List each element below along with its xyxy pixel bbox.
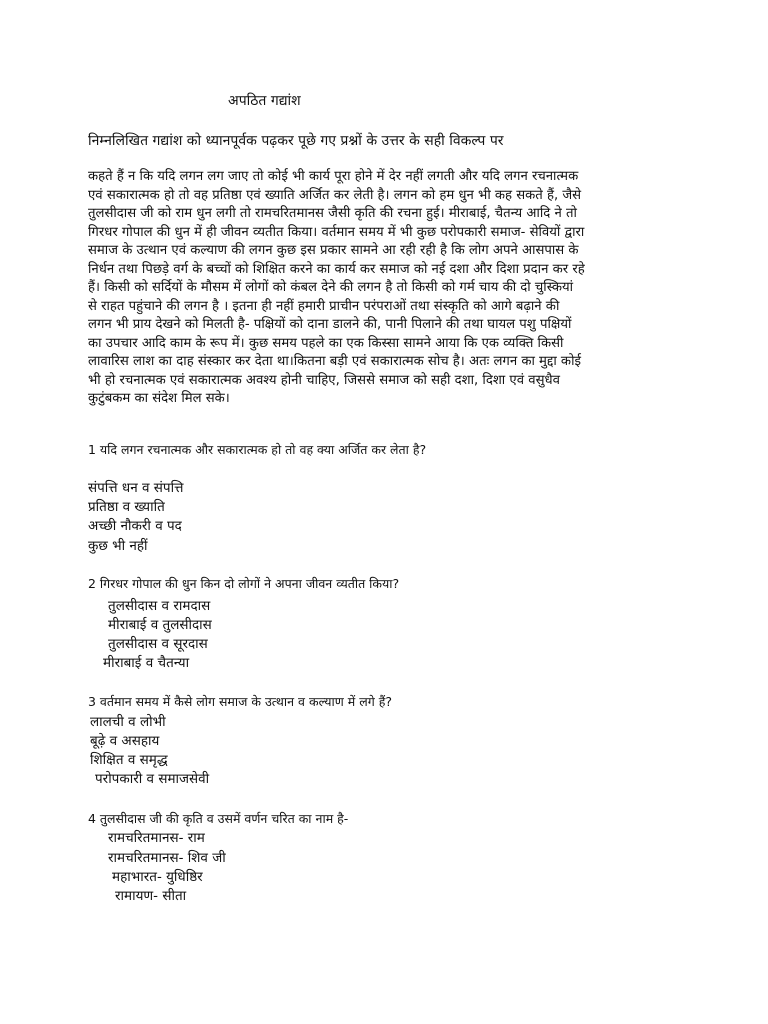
passage-line: लावारिस लाश का दाह संस्कार कर देता था।कितना बड़ी एवं सकारात्मक सोच है। अतः लगन का मुद्दा कोई: [88, 354, 581, 369]
passage-line: कुटुंबकम का संदेश मिल सके।: [88, 391, 230, 406]
passage: [88, 168, 682, 409]
question-4-option-4[interactable]: रामायण- सीता: [115, 888, 187, 904]
question-3-option-1[interactable]: लालची व लोभी: [90, 714, 166, 730]
passage-line: से राहत पहुंचाने की लगन है । इतना ही नहीं हमारी प्राचीन परंपराओं तथा संस्कृति को आगे बढ़ाने की: [88, 298, 560, 314]
passage-line: लगन भी प्राय देखने को मिलती है- पक्षियों को दाना डालने की, पानी पिलाने की तथा घायल पशु पक्षियों: [88, 317, 572, 332]
question-1-option-2[interactable]: प्रतिष्ठा व ख्याति: [88, 499, 165, 515]
question-3-option-2[interactable]: बूढ़े व असहाय: [90, 733, 160, 749]
passage-line: गिरधर गोपाल की धुन में ही जीवन व्यतीत किया। वर्तमान समय में भी कुछ परोपकारी समाज- सेवियों द्वारा: [88, 224, 585, 240]
passage-line: का उपचार आदि काम के रूप में। कुछ समय पहले का एक किस्सा सामने आया कि एक व्यक्ति किसी: [88, 335, 564, 351]
passage-line: निर्धन तथा पिछड़े वर्ग के बच्चों को शिक्षित करने का कार्य कर समाज को नई दशा और दिशा प्रदान कर रहे: [88, 261, 585, 277]
instruction-text: निम्नलिखित गद्यांश को ध्यानपूर्वक पढ़कर पूछे गए प्रश्नों के उत्तर के सही विकल्प पर: [88, 133, 504, 149]
question-4-option-1[interactable]: रामचरितमानस- राम: [108, 830, 205, 846]
passage-line: कहते हैं न कि यदि लगन लग जाए तो कोई भी कार्य पूरा होने में देर नहीं लगती और यदि लगन रचनात्मक: [88, 169, 579, 184]
passage-line: भी हो रचनात्मक एवं सकारात्मक अवश्य होनी चाहिए, जिससे समाज को सही दशा, दिशा एवं वसुधैव: [88, 372, 560, 388]
question-4-option-2[interactable]: रामचरितमानस- शिव जी: [108, 850, 226, 866]
page-title: अपठित गद्यांश: [228, 93, 301, 109]
question-3-option-3[interactable]: शिक्षित व समृद्ध: [90, 752, 168, 768]
question-4: 4 तुलसीदास जी की कृति व उसमें वर्णन चरित का नाम है-: [88, 811, 349, 826]
passage-line: एवं सकारात्मक हो तो वह प्रतिष्ठा एवं ख्याति अर्जित कर लेती है। लगन को हम धुन भी कह सकते हैं, जैसे: [88, 187, 582, 203]
question-3: 3 वर्तमान समय में कैसे लोग समाज के उत्थान व कल्याण में लगे हैं?: [88, 694, 392, 709]
passage-line: समाज के उत्थान एवं कल्याण की लगन कुछ इस प्रकार सामने आ रही रही है कि लोग अपने आसपास के: [88, 243, 579, 258]
question-1: 1 यदि लगन रचनात्मक और सकारात्मक हो तो वह क्या अर्जित कर लेता है?: [88, 442, 427, 457]
question-2: 2 गिरधर गोपाल की धुन किन दो लोगों ने अपना जीवन व्यतीत किया?: [88, 576, 400, 591]
question-1-option-4[interactable]: कुछ भी नहीं: [88, 538, 148, 554]
question-1-option-3[interactable]: अच्छी नौकरी व पद: [88, 518, 182, 534]
question-4-option-3[interactable]: महाभारत- युधिष्ठिर: [112, 869, 203, 885]
passage-line: तुलसीदास जी को राम धुन लगी तो रामचरितमानस जैसी कृति की रचना हुई। मीराबाई, चैतन्य आदि ने तो: [88, 206, 577, 221]
passage-line: हैं। किसी को सर्दियों के मौसम में लोगों को कंबल देने की लगन है तो किसी को गर्म चाय की दो चुस्कियां: [88, 280, 574, 295]
question-2-option-3[interactable]: तुलसीदास व सूरदास: [108, 636, 208, 652]
question-2-option-2[interactable]: मीराबाई व तुलसीदास: [108, 617, 212, 633]
question-1-option-1[interactable]: संपत्ति धन व संपत्ति: [88, 480, 184, 496]
question-2-option-4[interactable]: मीराबाई व चैतन्या: [103, 655, 190, 671]
question-3-option-4[interactable]: परोपकारी व समाजसेवी: [95, 771, 210, 787]
question-2-option-1[interactable]: तुलसीदास व रामदास: [108, 598, 211, 614]
